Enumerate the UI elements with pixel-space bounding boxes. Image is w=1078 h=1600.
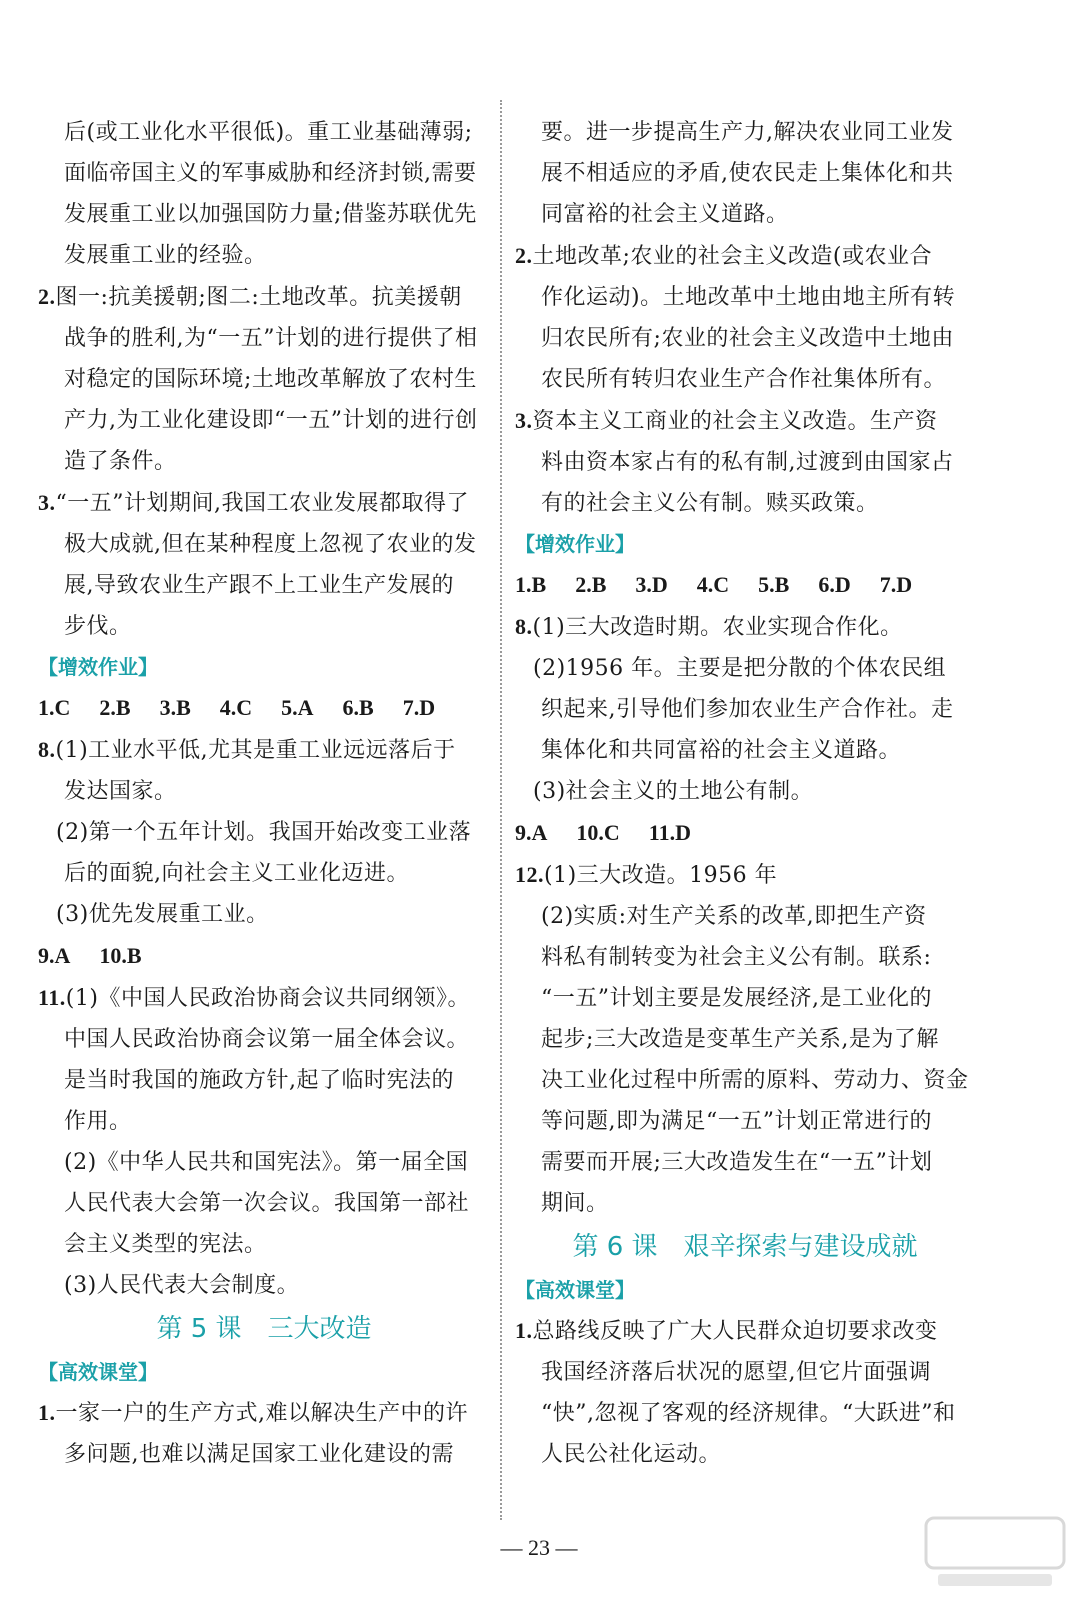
- text-line: 人民公社化运动。: [541, 1442, 722, 1467]
- text-line: 对稳定的国际环境;土地改革解放了农村生: [64, 367, 477, 392]
- text-line: 后(或工业化水平很低)。重工业基础薄弱;: [64, 120, 473, 145]
- question-2: [38, 276, 490, 318]
- question-11: [38, 977, 490, 1019]
- mc-answer: 4.C: [696, 572, 730, 597]
- text-line: (2)1956 年。主要是把分散的个体农民组: [533, 656, 947, 681]
- question-number: 1.: [515, 1318, 533, 1343]
- text-line: (1)工业水平低,尤其是重工业远远落后于: [55, 738, 456, 763]
- text-line: 农民所有转归农业生产合作社集体所有。: [541, 367, 947, 392]
- text-line: 步伐。: [64, 614, 132, 639]
- text-line: 有的社会主义公有制。赎买政策。: [541, 491, 879, 516]
- text-line: 决工业化过程中所需的原料、劳动力、资金: [541, 1068, 969, 1093]
- text-line: 作用。: [64, 1109, 132, 1134]
- mc-answer: 5.B: [758, 572, 790, 597]
- text-line: 展,导致农业生产跟不上工业生产发展的: [64, 573, 454, 598]
- text-line: 资本主义工商业的社会主义改造。生产资: [532, 409, 938, 434]
- text-line: 极大成就,但在某种程度上忽视了农业的发: [64, 532, 477, 557]
- text-line: 是当时我国的施政方针,起了临时宪法的: [64, 1068, 454, 1093]
- text-line: 图一:抗美援朝;图二:土地改革。抗美援朝: [55, 285, 462, 310]
- text-line: (2)第一个五年计划。我国开始改变工业落: [56, 820, 472, 845]
- question-2: [515, 235, 975, 277]
- lesson-title: 第 5 课 三大改造: [156, 1314, 372, 1344]
- section-tag: 【高效课堂】: [515, 1278, 635, 1302]
- text-line: “一五”计划主要是发展经济,是工业化的: [541, 986, 932, 1011]
- mc-answer: 7.D: [402, 695, 436, 720]
- text-line: 人民代表大会第一次会议。我国第一部社: [64, 1191, 470, 1216]
- page-number: — 23 —: [500, 1535, 578, 1560]
- mc-answer: 1.C: [38, 695, 71, 720]
- question-8: [515, 606, 975, 648]
- mc-answers: [38, 935, 490, 977]
- text-line: 期间。: [541, 1191, 609, 1216]
- question-number: 1.: [38, 1400, 56, 1425]
- question-3: [38, 482, 490, 524]
- mc-answer: 3.B: [159, 695, 191, 720]
- text-line: 总路线反映了广大人民群众迫切要求改变: [532, 1319, 938, 1344]
- text-line: 造了条件。: [64, 449, 177, 474]
- mc-answer: 6.D: [818, 572, 851, 597]
- mc-answer: 2.B: [575, 572, 607, 597]
- text-line: (3)社会主义的土地公有制。: [533, 779, 814, 804]
- mc-answer: 4.C: [219, 695, 253, 720]
- question-number: 3.: [38, 490, 56, 515]
- question-3: [515, 400, 975, 442]
- text-line: 中国人民政治协商会议第一届全体会议。: [64, 1027, 470, 1052]
- mc-answer: 2.B: [99, 695, 131, 720]
- text-line: (1)《中国人民政治协商会议共同纲领》。: [65, 986, 470, 1011]
- text-line: 同富裕的社会主义道路。: [541, 202, 789, 227]
- section-tag: 【高效课堂】: [38, 1360, 158, 1384]
- question-number: 12.: [515, 862, 544, 887]
- question-number: 2.: [38, 284, 56, 309]
- text-line: 多问题,也难以满足国家工业化建设的需: [64, 1442, 454, 1467]
- question-8: [38, 729, 490, 771]
- text-line: (3)人民代表大会制度。: [64, 1273, 300, 1298]
- text-line: 发展重工业的经验。: [64, 243, 267, 268]
- text-line: 归农民所有;农业的社会主义改造中土地由: [541, 326, 954, 351]
- text-line: 料由资本家占有的私有制,过渡到由国家占: [541, 450, 954, 475]
- text-line: 织起来,引导他们参加农业生产合作社。走: [541, 697, 954, 722]
- question-number: 8.: [38, 737, 56, 762]
- lesson-title: 第 6 课 艰辛探索与建设成就: [572, 1232, 918, 1262]
- text-line: 集体化和共同富裕的社会主义道路。: [541, 738, 902, 763]
- left-column: [38, 112, 490, 1475]
- mc-answer: 9.A: [515, 820, 548, 845]
- text-line: (2)《中华人民共和国宪法》。第一届全国: [64, 1150, 469, 1175]
- question-number: 2.: [515, 243, 533, 268]
- mc-answers: [515, 812, 975, 854]
- watermark-logo-icon: [920, 1512, 1070, 1592]
- text-line: 产力,为工业化建设即“一五”计划的进行创: [64, 408, 478, 433]
- mc-answers: [515, 564, 975, 606]
- text-line: 起步;三大改造是变革生产关系,是为了解: [541, 1027, 939, 1052]
- text-line: 需要而开展;三大改造发生在“一五”计划: [541, 1150, 933, 1175]
- text-line: 作化运动)。土地改革中土地由地主所有转: [541, 285, 956, 310]
- text-line: 展不相适应的矛盾,使农民走上集体化和共: [541, 161, 954, 186]
- mc-answer: 1.B: [515, 572, 547, 597]
- question-12: [515, 854, 975, 896]
- text-line: “一五”计划期间,我国工农业发展都取得了: [55, 491, 469, 516]
- text-line: 料私有制转变为社会主义公有制。联系:: [541, 945, 932, 970]
- mc-answer: 3.D: [635, 572, 668, 597]
- right-column: [515, 112, 975, 1475]
- question-number: 11.: [38, 985, 66, 1010]
- mc-answer: 11.D: [648, 820, 691, 845]
- mc-answer: 7.D: [879, 572, 913, 597]
- text-line: (1)三大改造。1956 年: [544, 863, 778, 888]
- mc-answer: 5.A: [281, 695, 314, 720]
- text-line: 等问题,即为满足“一五”计划正常进行的: [541, 1109, 932, 1134]
- section-tag: 【增效作业】: [515, 532, 635, 556]
- text-line: 面临帝国主义的军事威胁和经济封锁,需要: [64, 161, 477, 186]
- question-number: 8.: [515, 614, 533, 639]
- text-line: 后的面貌,向社会主义工业化迈进。: [64, 861, 409, 886]
- text-line: 发展重工业以加强国防力量;借鉴苏联优先: [64, 202, 477, 227]
- mc-answer: 9.A: [38, 943, 71, 968]
- text-line: 要。进一步提高生产力,解决农业同工业发: [541, 120, 954, 145]
- text-line: (3)优先发展重工业。: [56, 902, 269, 927]
- mc-answer: 10.B: [99, 943, 142, 968]
- text-line: (2)实质:对生产关系的改革,即把生产资: [541, 904, 927, 929]
- text-line: 会主义类型的宪法。: [64, 1232, 267, 1257]
- question-1: [515, 1310, 975, 1352]
- text-line: (1)三大改造时期。农业实现合作化。: [532, 615, 903, 640]
- mc-answer: 6.B: [342, 695, 374, 720]
- mc-answers: [38, 687, 490, 729]
- text-line: “快”,忽视了客观的经济规律。“大跃进”和: [541, 1401, 956, 1426]
- question-1: [38, 1392, 490, 1434]
- text-line: 一家一户的生产方式,难以解决生产中的许: [55, 1401, 468, 1426]
- section-tag: 【增效作业】: [38, 655, 158, 679]
- text-line: 发达国家。: [64, 779, 177, 804]
- question-number: 3.: [515, 408, 533, 433]
- text-line: 战争的胜利,为“一五”计划的进行提供了相: [64, 326, 478, 351]
- column-divider: [500, 100, 502, 1520]
- mc-answer: 10.C: [576, 820, 620, 845]
- text-line: 土地改革;农业的社会主义改造(或农业合: [532, 244, 932, 269]
- text-line: 我国经济落后状况的愿望,但它片面强调: [541, 1360, 931, 1385]
